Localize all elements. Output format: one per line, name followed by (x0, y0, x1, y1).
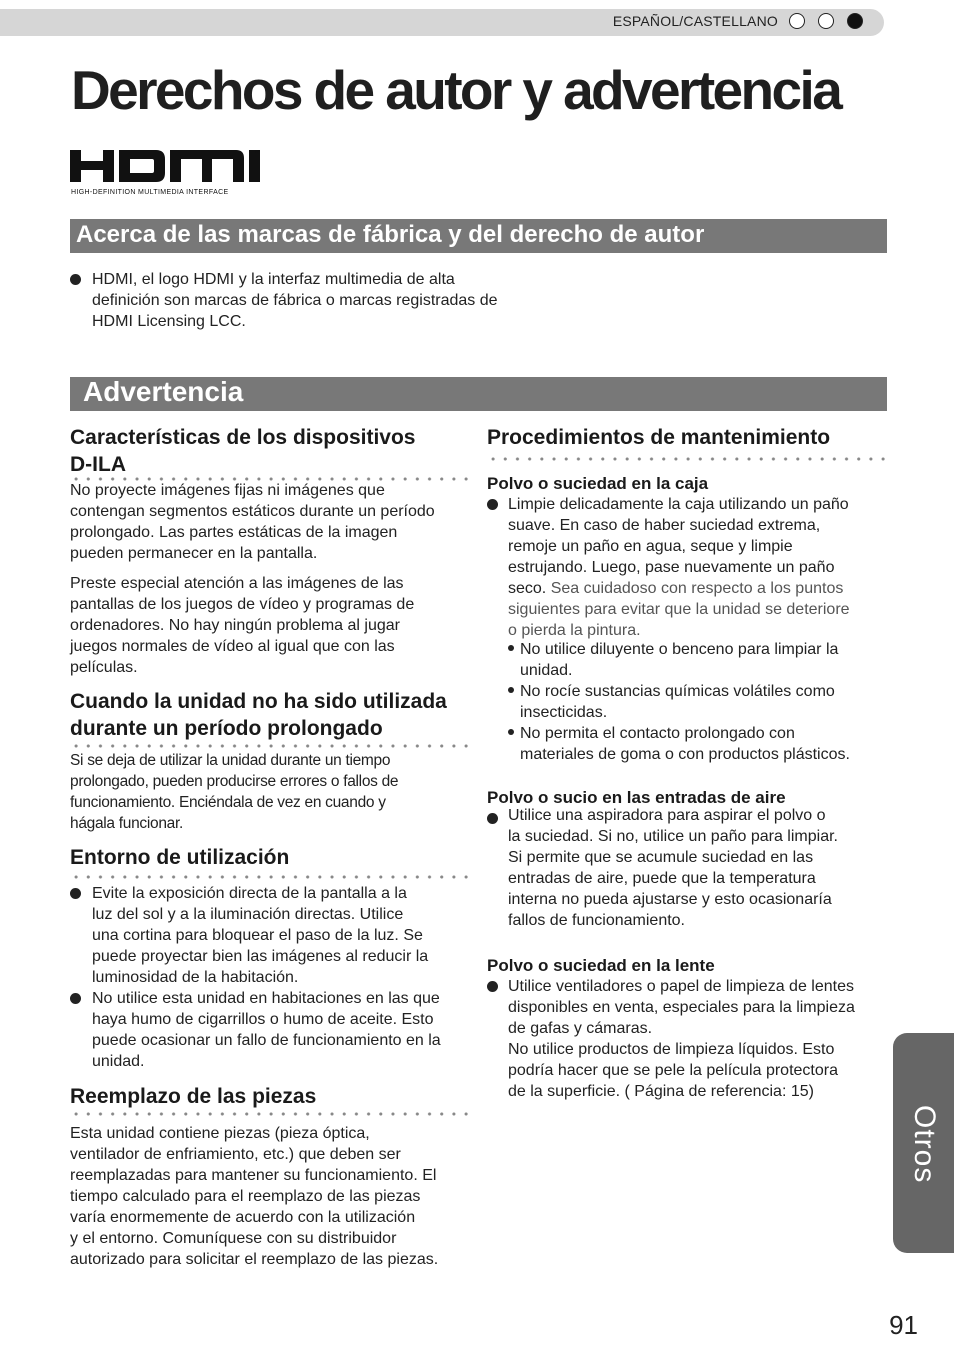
dila-paragraph-1: No proyecte imágenes fijas ni imágenes que contengan segmentos estáticos durante un período prolongado. Las partes estáticas de la imagen pueden permanecer en la pantalla. (70, 482, 435, 562)
svg-text:HIGH-DEFINITION MULTIMEDIA INT: HIGH-DEFINITION MULTIMEDIA INTERFACE (71, 189, 229, 196)
svg-text:™: ™ (254, 150, 260, 156)
language-indicator-3-active (847, 13, 863, 29)
heading-environment: Entorno de utilización (70, 846, 290, 869)
language-indicator-1 (789, 13, 805, 29)
page-number: 91 (889, 1310, 918, 1340)
language-indicator-2 (818, 13, 834, 29)
section-header-warning (70, 377, 887, 411)
environment-bullet-1: Evite la exposición directa de la pantalla a la luz del sol y a la iluminación directas. Utilice una cortina para bloquear el paso de la luz. Se puede proyectar bien las imágenes al reducir la luminosidad de la habitación. (92, 885, 429, 986)
section-header-trademarks (70, 219, 887, 253)
subheading-cabinet: Polvo o suciedad en la caja (487, 474, 709, 493)
cabinet-sub-item-3: No permita el contacto prolongado con materiales de goma o con productos plásticos. (520, 725, 850, 763)
bullet-icon (70, 993, 81, 1004)
side-tab-others[interactable] (893, 1033, 954, 1253)
dila-paragraph-2: Preste especial atención a las imágenes de las pantallas de los juegos de vídeo y programas de ordenadores. No hay ningún problema al jugar juegos normales de vídeo al igual que con las películas. (70, 575, 415, 676)
heading-maintenance: Procedimientos de mantenimiento (487, 426, 831, 449)
side-tab-label: Otros (908, 1105, 941, 1184)
cabinet-sub-item-2: No rocíe sustancias químicas volátiles como insecticidas. (520, 683, 835, 721)
language-label: ESPAÑOL/CASTELLANO (612, 13, 778, 29)
sub-bullet-icon (508, 645, 514, 651)
subheading-lens: Polvo o suciedad en la lente (487, 956, 715, 975)
section-title-trademarks: Acerca de las marcas de fábrica y del derecho de autor (76, 221, 705, 248)
sub-bullet-icon (508, 729, 514, 735)
cabinet-sub-item-1: No utilice diluyente o benceno para limpiar la unidad. (520, 641, 839, 679)
bullet-icon (70, 274, 81, 285)
unused-paragraph: Si se deja de utilizar la unidad durante un tiempo prolongado, pueden producirse errores o fallos de funcionamiento. Enciéndala de vez en cuando y hágala funcionar. (70, 752, 399, 832)
parts-paragraph: Esta unidad contiene piezas (pieza óptica, ventilador de enfriamiento, etc.) que deben ser reemplazadas para mantener su funcionamiento. El tiempo calculado para el reemplazo de las piezas varía enormemente de acuerdo con la utilización y el entorno. Comuníquese con su distribuidor autorizado para solicitar el reemplazo de las piezas. (70, 1125, 439, 1268)
hdmi-logo-mark (70, 146, 268, 198)
environment-bullet-2: No utilice esta unidad en habitaciones en las que haya humo de cigarrillos o humo de aceite. Esto puede ocasionar un fallo de funcionamiento en la unidad. (92, 990, 441, 1070)
bullet-icon (70, 888, 81, 899)
dotted-divider (70, 744, 468, 748)
heading-unused-unit: Cuando la unidad no ha sido utilizada durante un período prolongado (70, 690, 447, 740)
dotted-divider (487, 457, 887, 461)
subheading-air-vents: Polvo o sucio en las entradas de aire (487, 788, 786, 807)
bullet-icon (487, 981, 498, 992)
heading-parts-replacement: Reemplazo de las piezas (70, 1085, 317, 1108)
bullet-icon (487, 813, 498, 824)
section-title-warning: Advertencia (83, 376, 244, 407)
dotted-divider (70, 875, 468, 879)
heading-dila: Características de los dispositivos D-ILA (70, 426, 416, 476)
dotted-divider (70, 1112, 468, 1116)
vents-text: Utilice una aspiradora para aspirar el polvo o la suciedad. Si no, utilice un paño para limpiar. Si permite que se acumule suciedad en las entradas de aire, puede que la temperatura interna no pueda ajustarse y esto ocasionaría fallos de funcionamiento. (508, 807, 838, 929)
sub-bullet-icon (508, 687, 514, 693)
trademark-text: HDMI, el logo HDMI y la interfaz multimedia de alta definición son marcas de fábrica o marcas registradas de HDMI Licensing LCC. (92, 271, 498, 330)
bullet-icon (487, 499, 498, 510)
lens-text: Utilice ventiladores o papel de limpieza de lentes disponibles en venta, especiales para la limpieza de gafas y cámaras. No utilice productos de limpieza líquidos. Esto podría hacer que se pele la película protectora de la superficie. ( Página de referencia: 15) (508, 978, 855, 1100)
page-title: Derechos de autor y advertencia (71, 59, 841, 121)
cabinet-text: Limpie delicadamente la caja utilizando un paño suave. En caso de haber suciedad extrema, remoje un paño en agua, seque y limpie estrujando. Luego, pase nuevamente un paño seco. Sea cuidadoso con respecto a los puntos siguientes para evitar que la unidad se deteriore o pierda la pintura. (508, 496, 850, 639)
hdmi-logo (70, 146, 268, 198)
